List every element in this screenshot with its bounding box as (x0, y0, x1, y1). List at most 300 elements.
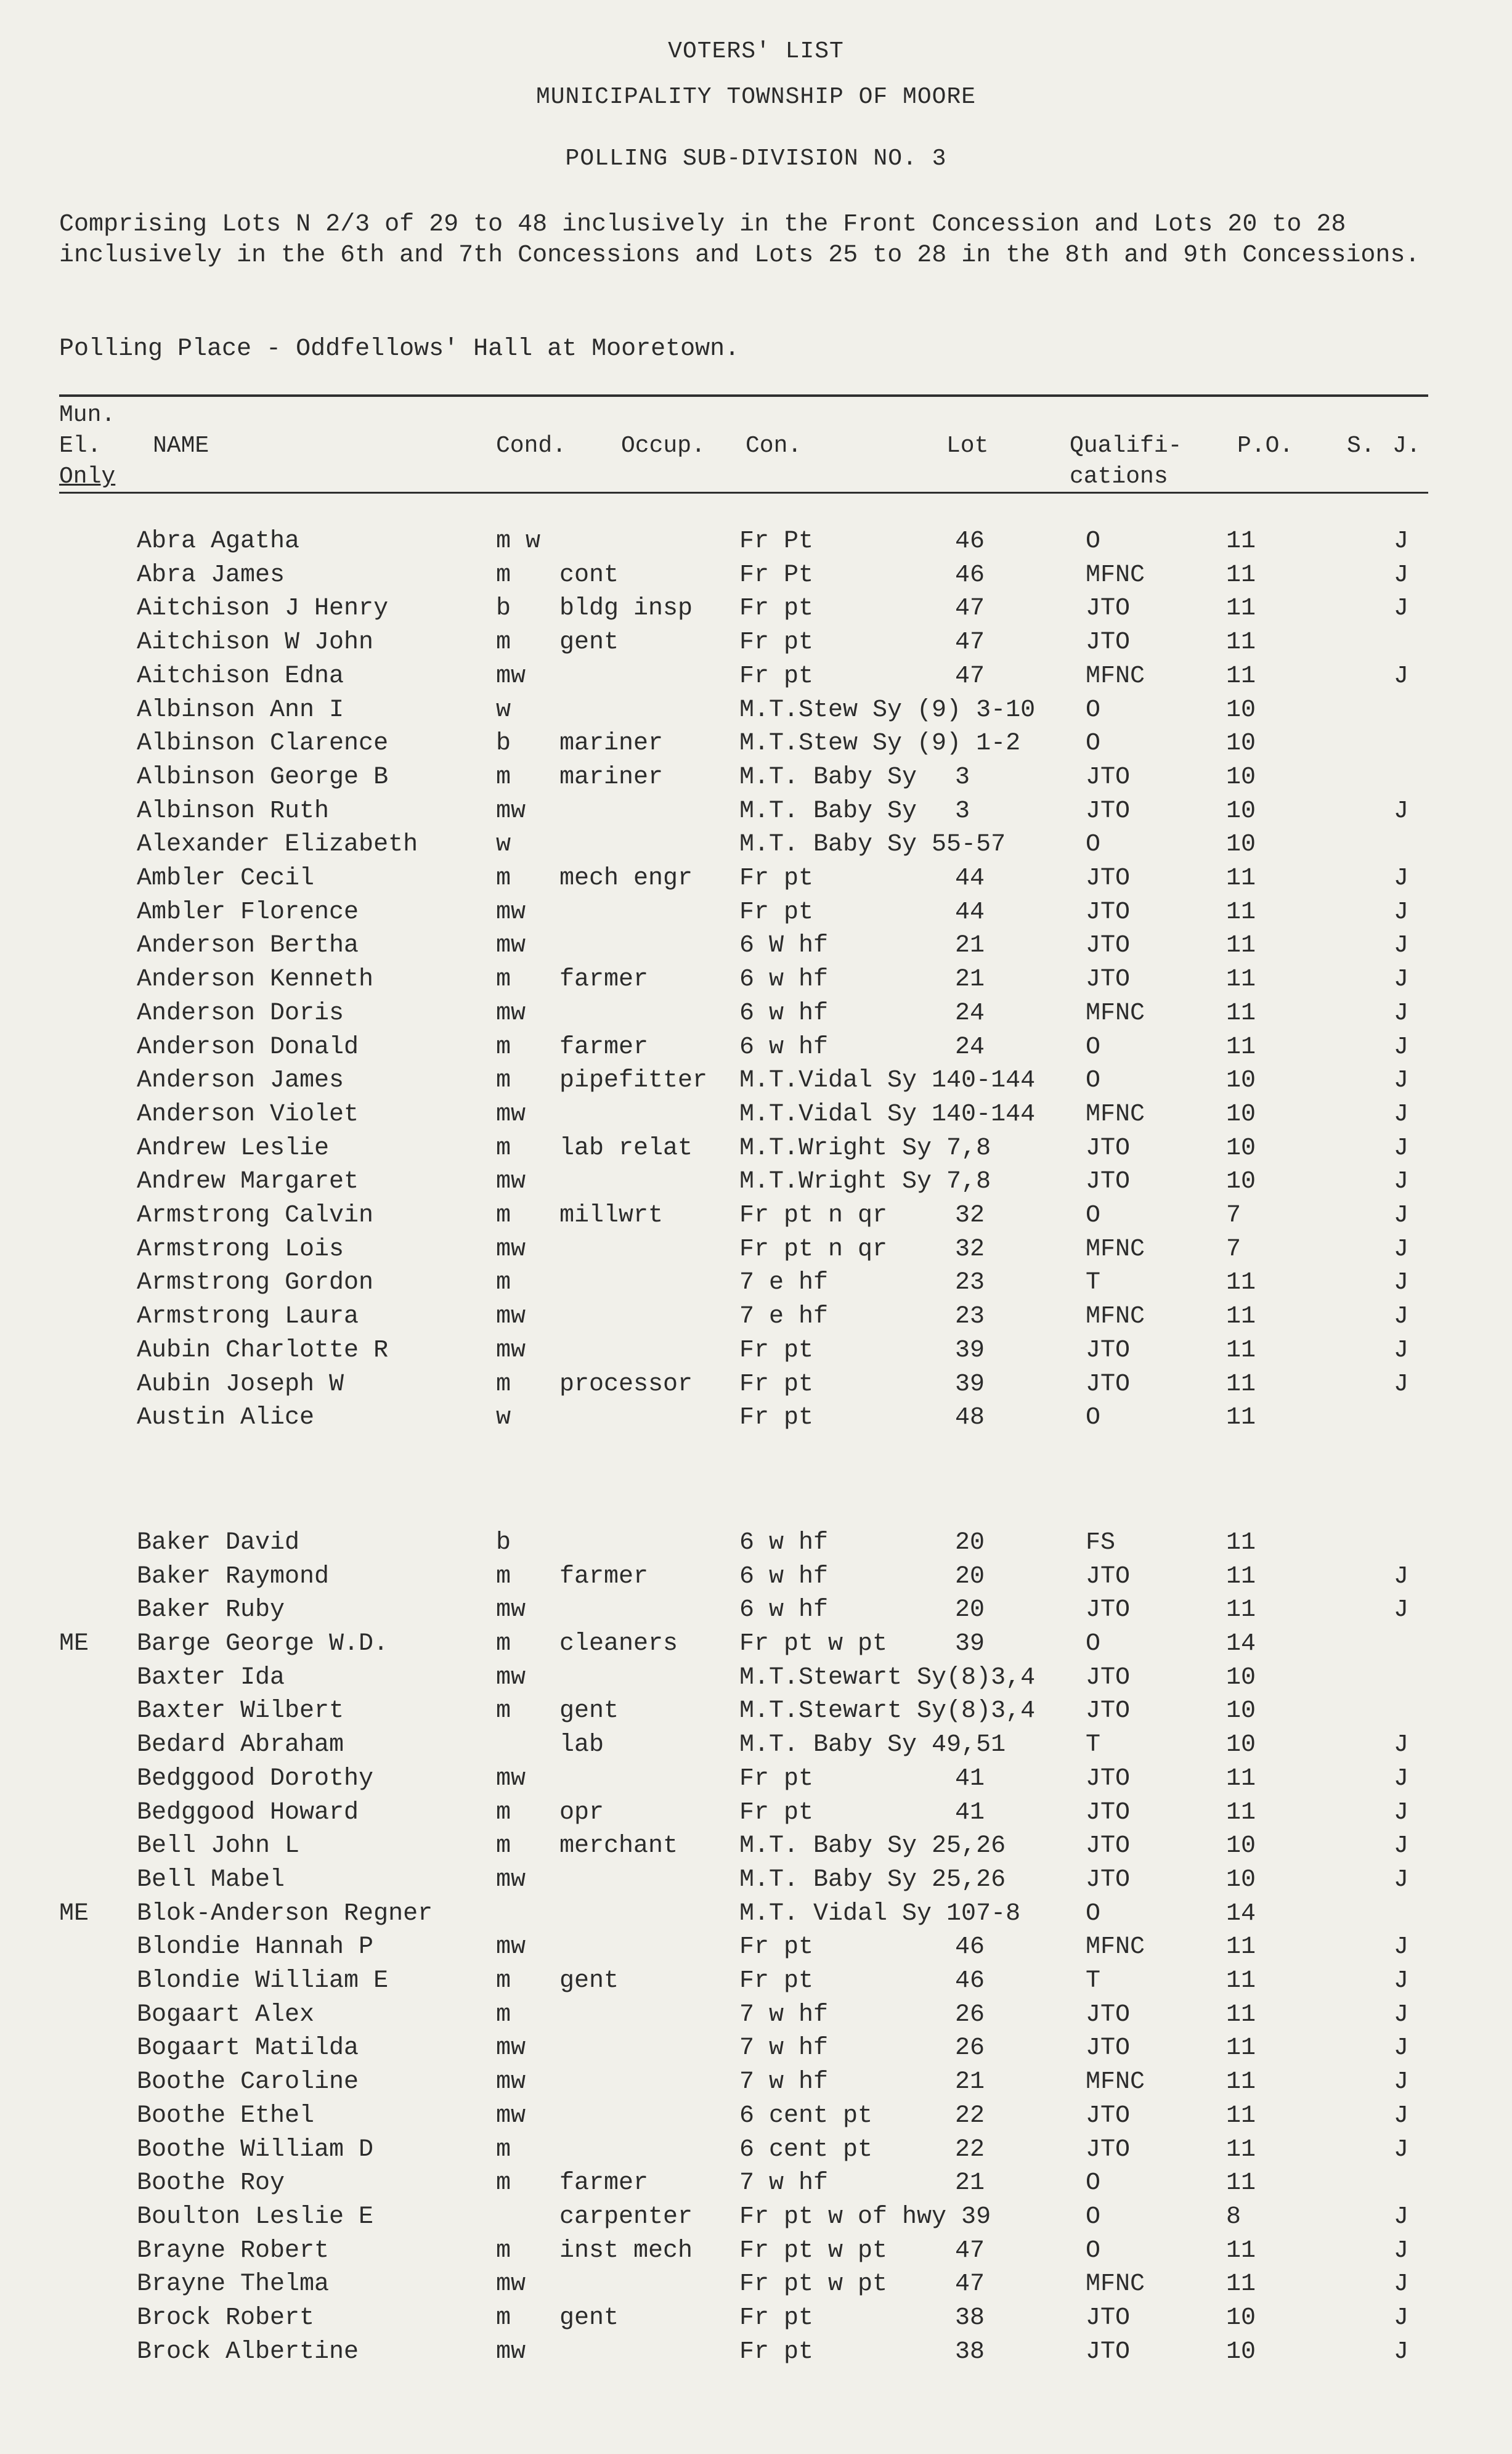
juror-cell: J (1394, 2304, 1409, 2332)
table-row (0, 865, 1512, 899)
po-cell: 11 (1226, 865, 1256, 892)
po-cell: 11 (1226, 1529, 1256, 1557)
name-cell: Baker Ruby (137, 1596, 285, 1624)
concession-cell: M.T.Stewart Sy(8)3,4 (739, 1697, 1036, 1725)
table-row (0, 966, 1512, 1000)
concession-cell: 6 w hf (739, 966, 829, 993)
cond-cell: m (496, 1135, 511, 1162)
occupation-cell: farmer (559, 966, 649, 993)
cond-cell: m (496, 2136, 511, 2164)
lot-cell: 21 (955, 932, 985, 960)
name-cell: Bedggood Howard (137, 1799, 359, 1827)
concession-cell: M.T. Baby Sy 55-57 (739, 831, 1006, 858)
cond-cell: m (496, 764, 511, 791)
po-cell: 10 (1226, 797, 1256, 825)
qualification-cell: O (1086, 1630, 1101, 1658)
mun-el-cell: ME (59, 1630, 89, 1658)
table-row (0, 1269, 1512, 1303)
po-cell: 11 (1226, 899, 1256, 926)
concession-cell: Fr pt n qr (739, 1236, 888, 1263)
juror-cell: J (1394, 1731, 1409, 1759)
col-mun-1: Mun. (59, 402, 116, 428)
name-cell: Blondie Hannah P (137, 1933, 374, 1961)
juror-cell: J (1394, 865, 1409, 892)
concession-cell: Fr pt (739, 1799, 814, 1827)
table-row (0, 2203, 1512, 2238)
cond-cell: m (496, 2237, 511, 2265)
cond-cell: mw (496, 1337, 526, 1364)
cond-cell: m (496, 1697, 511, 1725)
cond-cell: m (496, 1630, 511, 1658)
cond-cell: mw (496, 2338, 526, 2366)
qualification-cell: T (1086, 1731, 1101, 1759)
cond-cell: mw (496, 1303, 526, 1331)
name-cell: Andrew Margaret (137, 1168, 359, 1196)
cond-cell: m (496, 1799, 511, 1827)
qualification-cell: T (1086, 1269, 1101, 1297)
document-title: VOTERS' LIST (668, 38, 844, 65)
name-cell: Anderson Doris (137, 1000, 344, 1027)
concession-cell: 7 w hf (739, 2068, 829, 2096)
qualification-cell: O (1086, 2169, 1101, 2197)
table-row (0, 2034, 1512, 2069)
qualification-cell: JTO (1086, 2304, 1131, 2332)
concession-cell: 7 e hf (739, 1303, 829, 1331)
lot-cell: 46 (955, 1967, 985, 1995)
juror-cell: J (1394, 1067, 1409, 1095)
occupation-cell: inst mech (559, 2237, 693, 2265)
juror-cell: J (1394, 2034, 1409, 2062)
cond-cell: m (496, 1832, 511, 1860)
name-cell: Aitchison J Henry (137, 595, 389, 622)
qualification-cell: JTO (1086, 1697, 1131, 1725)
qualification-cell: JTO (1086, 595, 1131, 622)
concession-cell: Fr pt w pt (739, 2237, 888, 2265)
occupation-cell: cont (559, 561, 619, 589)
juror-cell: J (1394, 1933, 1409, 1961)
juror-cell: J (1394, 2136, 1409, 2164)
table-row (0, 1033, 1512, 1068)
cond-cell: mw (496, 1866, 526, 1894)
po-cell: 14 (1226, 1900, 1256, 1928)
po-cell: 7 (1226, 1236, 1242, 1263)
concession-cell: 6 w hf (739, 1529, 829, 1557)
name-cell: Alexander Elizabeth (137, 831, 418, 858)
table-row (0, 1799, 1512, 1833)
po-cell: 11 (1226, 2068, 1256, 2096)
concession-cell: 7 w hf (739, 2034, 829, 2062)
cond-cell: m (496, 865, 511, 892)
qualification-cell: JTO (1086, 1337, 1131, 1364)
lot-cell: 23 (955, 1303, 985, 1331)
juror-cell: J (1394, 1000, 1409, 1027)
qualification-cell: O (1086, 528, 1101, 555)
concession-cell: Fr pt (739, 2338, 814, 2366)
lot-cell: 41 (955, 1765, 985, 1793)
lot-cell: 26 (955, 2001, 985, 2029)
name-cell: Anderson Violet (137, 1101, 359, 1128)
qualification-cell: JTO (1086, 966, 1131, 993)
table-row (0, 1596, 1512, 1631)
table-row (0, 528, 1512, 562)
col-mun-2: El. (59, 433, 102, 459)
occupation-cell: mariner (559, 730, 664, 757)
name-cell: Albinson Clarence (137, 730, 389, 757)
name-cell: Blok-Anderson Regner (137, 1900, 433, 1928)
polling-place: Polling Place - Oddfellows' Hall at Mooretown. (59, 335, 740, 363)
col-s: S. (1347, 433, 1375, 459)
cond-cell: mw (496, 1000, 526, 1027)
po-cell: 11 (1226, 1933, 1256, 1961)
lot-cell: 20 (955, 1529, 985, 1557)
lot-cell: 32 (955, 1236, 985, 1263)
table-row (0, 1135, 1512, 1169)
col-name: NAME (153, 433, 209, 459)
occupation-cell: gent (559, 1697, 619, 1725)
table-row (0, 797, 1512, 832)
juror-cell: J (1394, 2102, 1409, 2130)
juror-cell: J (1394, 1135, 1409, 1162)
po-cell: 10 (1226, 1866, 1256, 1894)
cond-cell: mw (496, 2270, 526, 2298)
name-cell: Andrew Leslie (137, 1135, 330, 1162)
table-row (0, 1866, 1512, 1901)
col-mun-3: Only (59, 463, 116, 490)
cond-cell: mw (496, 1236, 526, 1263)
po-cell: 10 (1226, 2338, 1256, 2366)
lot-cell: 26 (955, 2034, 985, 2062)
concession-cell: 6 cent pt (739, 2102, 873, 2130)
name-cell: Brock Robert (137, 2304, 315, 2332)
po-cell: 10 (1226, 1135, 1256, 1162)
lot-cell: 20 (955, 1563, 985, 1591)
occupation-cell: millwrt (559, 1202, 664, 1229)
cond-cell: mw (496, 1168, 526, 1196)
concession-cell: Fr pt (739, 1371, 814, 1398)
table-row (0, 595, 1512, 629)
concession-cell: 7 w hf (739, 2169, 829, 2197)
name-cell: Austin Alice (137, 1404, 315, 1432)
qualification-cell: O (1086, 1202, 1101, 1229)
col-con: Con. (746, 433, 802, 459)
table-row (0, 932, 1512, 966)
po-cell: 11 (1226, 2001, 1256, 2029)
name-cell: Anderson Kenneth (137, 966, 374, 993)
lot-cell: 46 (955, 1933, 985, 1961)
concession-cell: 6 cent pt (739, 2136, 873, 2164)
qualification-cell: JTO (1086, 1596, 1131, 1624)
lot-cell: 41 (955, 1799, 985, 1827)
name-cell: Bedggood Dorothy (137, 1765, 374, 1793)
table-row (0, 1933, 1512, 1968)
lot-cell: 38 (955, 2304, 985, 2332)
occupation-cell: merchant (559, 1832, 678, 1860)
name-cell: Aubin Charlotte R (137, 1337, 389, 1364)
juror-cell: J (1394, 1202, 1409, 1229)
name-cell: Bogaart Matilda (137, 2034, 359, 2062)
concession-cell: Fr pt (739, 629, 814, 656)
juror-cell: J (1394, 528, 1409, 555)
occupation-cell: opr (559, 1799, 604, 1827)
concession-cell: M.T.Stew Sy (9) 3-10 (739, 696, 1036, 724)
table-row (0, 1202, 1512, 1236)
occupation-cell: lab relat (559, 1135, 693, 1162)
table-row (0, 1832, 1512, 1867)
table-row (0, 1404, 1512, 1438)
occupation-cell: mariner (559, 764, 664, 791)
concession-cell: 6 w hf (739, 1596, 829, 1624)
name-cell: Brayne Thelma (137, 2270, 330, 2298)
name-cell: Albinson Ann I (137, 696, 344, 724)
concession-cell: Fr Pt (739, 561, 814, 589)
table-row (0, 1067, 1512, 1101)
occupation-cell: farmer (559, 1563, 649, 1591)
concession-cell: M.T. Baby Sy (739, 764, 917, 791)
col-occup: Occup. (621, 433, 705, 459)
concession-cell: 6 W hf (739, 932, 829, 960)
name-cell: Bell Mabel (137, 1866, 285, 1894)
lot-cell: 47 (955, 2237, 985, 2265)
concession-cell: M.T.Stew Sy (9) 1-2 (739, 730, 1021, 757)
qualification-cell: JTO (1086, 629, 1131, 656)
occupation-cell: carpenter (559, 2203, 693, 2231)
po-cell: 11 (1226, 2102, 1256, 2130)
qualification-cell: O (1086, 1900, 1101, 1928)
po-cell: 11 (1226, 1404, 1256, 1432)
name-cell: Aubin Joseph W (137, 1371, 344, 1398)
concession-cell: Fr pt (739, 1967, 814, 1995)
table-row (0, 1630, 1512, 1665)
name-cell: Baker Raymond (137, 1563, 330, 1591)
lot-cell: 39 (955, 1371, 985, 1398)
cond-cell: b (496, 730, 511, 757)
concession-cell: 7 w hf (739, 2001, 829, 2029)
lot-cell: 46 (955, 561, 985, 589)
lot-cell: 22 (955, 2102, 985, 2130)
juror-cell: J (1394, 2068, 1409, 2096)
qualification-cell: JTO (1086, 932, 1131, 960)
po-cell: 14 (1226, 1630, 1256, 1658)
cond-cell: mw (496, 2068, 526, 2096)
cond-cell: b (496, 595, 511, 622)
qualification-cell: O (1086, 1033, 1101, 1061)
cond-cell: m (496, 1269, 511, 1297)
qualification-cell: JTO (1086, 1135, 1131, 1162)
qualification-cell: JTO (1086, 1371, 1131, 1398)
cond-cell: mw (496, 2034, 526, 2062)
juror-cell: J (1394, 1596, 1409, 1624)
name-cell: Albinson George B (137, 764, 389, 791)
juror-cell: J (1394, 1101, 1409, 1128)
juror-cell: J (1394, 899, 1409, 926)
cond-cell: w (496, 696, 511, 724)
name-cell: Armstrong Calvin (137, 1202, 374, 1229)
name-cell: Baker David (137, 1529, 300, 1557)
name-cell: Armstrong Lois (137, 1236, 344, 1263)
concession-cell: M.T. Vidal Sy 107-8 (739, 1900, 1021, 1928)
name-cell: Brock Albertine (137, 2338, 359, 2366)
cond-cell: mw (496, 1596, 526, 1624)
lot-cell: 39 (955, 1337, 985, 1364)
municipality-title: MUNICIPALITY TOWNSHIP OF MOORE (535, 84, 977, 110)
po-cell: 11 (1226, 1269, 1256, 1297)
qualification-cell: O (1086, 1067, 1101, 1095)
concession-cell: Fr pt w of hwy 39 (739, 2203, 991, 2231)
po-cell: 11 (1226, 1563, 1256, 1591)
po-cell: 11 (1226, 629, 1256, 656)
table-row (0, 1563, 1512, 1597)
qualification-cell: JTO (1086, 1866, 1131, 1894)
qualification-cell: JTO (1086, 1664, 1131, 1692)
name-cell: Anderson Donald (137, 1033, 359, 1061)
lot-cell: 21 (955, 966, 985, 993)
table-row (0, 1664, 1512, 1698)
lot-cell: 21 (955, 2169, 985, 2197)
lot-cell: 39 (955, 1630, 985, 1658)
occupation-cell: gent (559, 1967, 619, 1995)
concession-cell: M.T. Baby Sy (739, 797, 917, 825)
cond-cell: m (496, 1033, 511, 1061)
occupation-cell: pipefitter (559, 1067, 708, 1095)
table-row (0, 2169, 1512, 2204)
po-cell: 10 (1226, 1832, 1256, 1860)
lot-cell: 47 (955, 2270, 985, 2298)
qualification-cell: O (1086, 2203, 1101, 2231)
cond-cell: mw (496, 662, 526, 690)
name-cell: Baxter Wilbert (137, 1697, 344, 1725)
cond-cell: m (496, 1067, 511, 1095)
concession-cell: M.T. Baby Sy 49,51 (739, 1731, 1006, 1759)
concession-cell: Fr pt (739, 899, 814, 926)
juror-cell: J (1394, 1337, 1409, 1364)
qualification-cell: JTO (1086, 2102, 1131, 2130)
concession-cell: M.T.Wright Sy 7,8 (739, 1135, 991, 1162)
concession-cell: Fr pt (739, 1765, 814, 1793)
concession-cell: 7 e hf (739, 1269, 829, 1297)
qualification-cell: JTO (1086, 764, 1131, 791)
lot-cell: 38 (955, 2338, 985, 2366)
cond-cell: m (496, 1371, 511, 1398)
name-cell: Boothe Ethel (137, 2102, 315, 2130)
po-cell: 11 (1226, 2270, 1256, 2298)
concession-cell: M.T.Stewart Sy(8)3,4 (739, 1664, 1036, 1692)
po-cell: 11 (1226, 1967, 1256, 1995)
header-rule-top (59, 394, 1428, 397)
table-row (0, 629, 1512, 663)
qualification-cell: JTO (1086, 1563, 1131, 1591)
table-row (0, 2001, 1512, 2036)
lot-cell: 3 (955, 797, 970, 825)
table-row (0, 1101, 1512, 1135)
juror-cell: J (1394, 1236, 1409, 1263)
po-cell: 10 (1226, 696, 1256, 724)
concession-cell: M.T.Vidal Sy 140-144 (739, 1101, 1036, 1128)
concession-cell: M.T.Wright Sy 7,8 (739, 1168, 991, 1196)
cond-cell: mw (496, 1933, 526, 1961)
po-cell: 10 (1226, 1168, 1256, 1196)
concession-cell: Fr pt (739, 1404, 814, 1432)
juror-cell: J (1394, 1765, 1409, 1793)
lot-cell: 20 (955, 1596, 985, 1624)
qualification-cell: O (1086, 1404, 1101, 1432)
cond-cell: m (496, 2304, 511, 2332)
qualification-cell: JTO (1086, 865, 1131, 892)
cond-cell: mw (496, 797, 526, 825)
qualification-cell: JTO (1086, 2001, 1131, 2029)
qualification-cell: O (1086, 730, 1101, 757)
po-cell: 11 (1226, 1765, 1256, 1793)
juror-cell: J (1394, 1866, 1409, 1894)
col-j: J. (1392, 433, 1421, 459)
juror-cell: J (1394, 2203, 1409, 2231)
juror-cell: J (1394, 1269, 1409, 1297)
po-cell: 11 (1226, 1337, 1256, 1364)
occupation-cell: farmer (559, 2169, 649, 2197)
name-cell: Armstrong Gordon (137, 1269, 374, 1297)
qualification-cell: JTO (1086, 2034, 1131, 2062)
qualification-cell: T (1086, 1967, 1101, 1995)
qualification-cell: JTO (1086, 1799, 1131, 1827)
po-cell: 11 (1226, 2169, 1256, 2197)
po-cell: 11 (1226, 528, 1256, 555)
lot-cell: 21 (955, 2068, 985, 2096)
table-row (0, 1900, 1512, 1934)
concession-cell: Fr pt (739, 1933, 814, 1961)
concession-cell: 6 w hf (739, 1563, 829, 1591)
qualification-cell: MFNC (1086, 1101, 1145, 1128)
concession-cell: Fr pt w pt (739, 1630, 888, 1658)
cond-cell: w (496, 831, 511, 858)
qualification-cell: FS (1086, 1529, 1116, 1557)
po-cell: 11 (1226, 2237, 1256, 2265)
concession-cell: Fr pt (739, 595, 814, 622)
juror-cell: J (1394, 561, 1409, 589)
name-cell: Bell John L (137, 1832, 300, 1860)
po-cell: 10 (1226, 1067, 1256, 1095)
name-cell: Baxter Ida (137, 1664, 285, 1692)
name-cell: Abra Agatha (137, 528, 300, 555)
qualification-cell: JTO (1086, 1765, 1131, 1793)
po-cell: 11 (1226, 932, 1256, 960)
col-qual-2: cations (1070, 463, 1168, 490)
lot-cell: 47 (955, 629, 985, 656)
table-row (0, 1236, 1512, 1270)
name-cell: Albinson Ruth (137, 797, 330, 825)
lot-cell: 24 (955, 1033, 985, 1061)
concession-cell: M.T. Baby Sy 25,26 (739, 1866, 1006, 1894)
po-cell: 11 (1226, 1596, 1256, 1624)
lot-cell: 47 (955, 595, 985, 622)
juror-cell: J (1394, 1303, 1409, 1331)
cond-cell: mw (496, 1101, 526, 1128)
occupation-cell: bldg insp (559, 595, 693, 622)
lot-cell: 22 (955, 2136, 985, 2164)
table-row (0, 1697, 1512, 1732)
name-cell: Aitchison Edna (137, 662, 344, 690)
table-row (0, 1967, 1512, 2002)
lot-cell: 24 (955, 1000, 985, 1027)
occupation-cell: processor (559, 1371, 693, 1398)
concession-cell: M.T. Baby Sy 25,26 (739, 1832, 1006, 1860)
occupation-cell: cleaners (559, 1630, 678, 1658)
concession-cell: 6 w hf (739, 1000, 829, 1027)
col-lot: Lot (946, 433, 989, 459)
concession-cell: 6 w hf (739, 1033, 829, 1061)
cond-cell: m (496, 966, 511, 993)
table-row (0, 2237, 1512, 2272)
po-cell: 10 (1226, 730, 1256, 757)
juror-cell: J (1394, 595, 1409, 622)
